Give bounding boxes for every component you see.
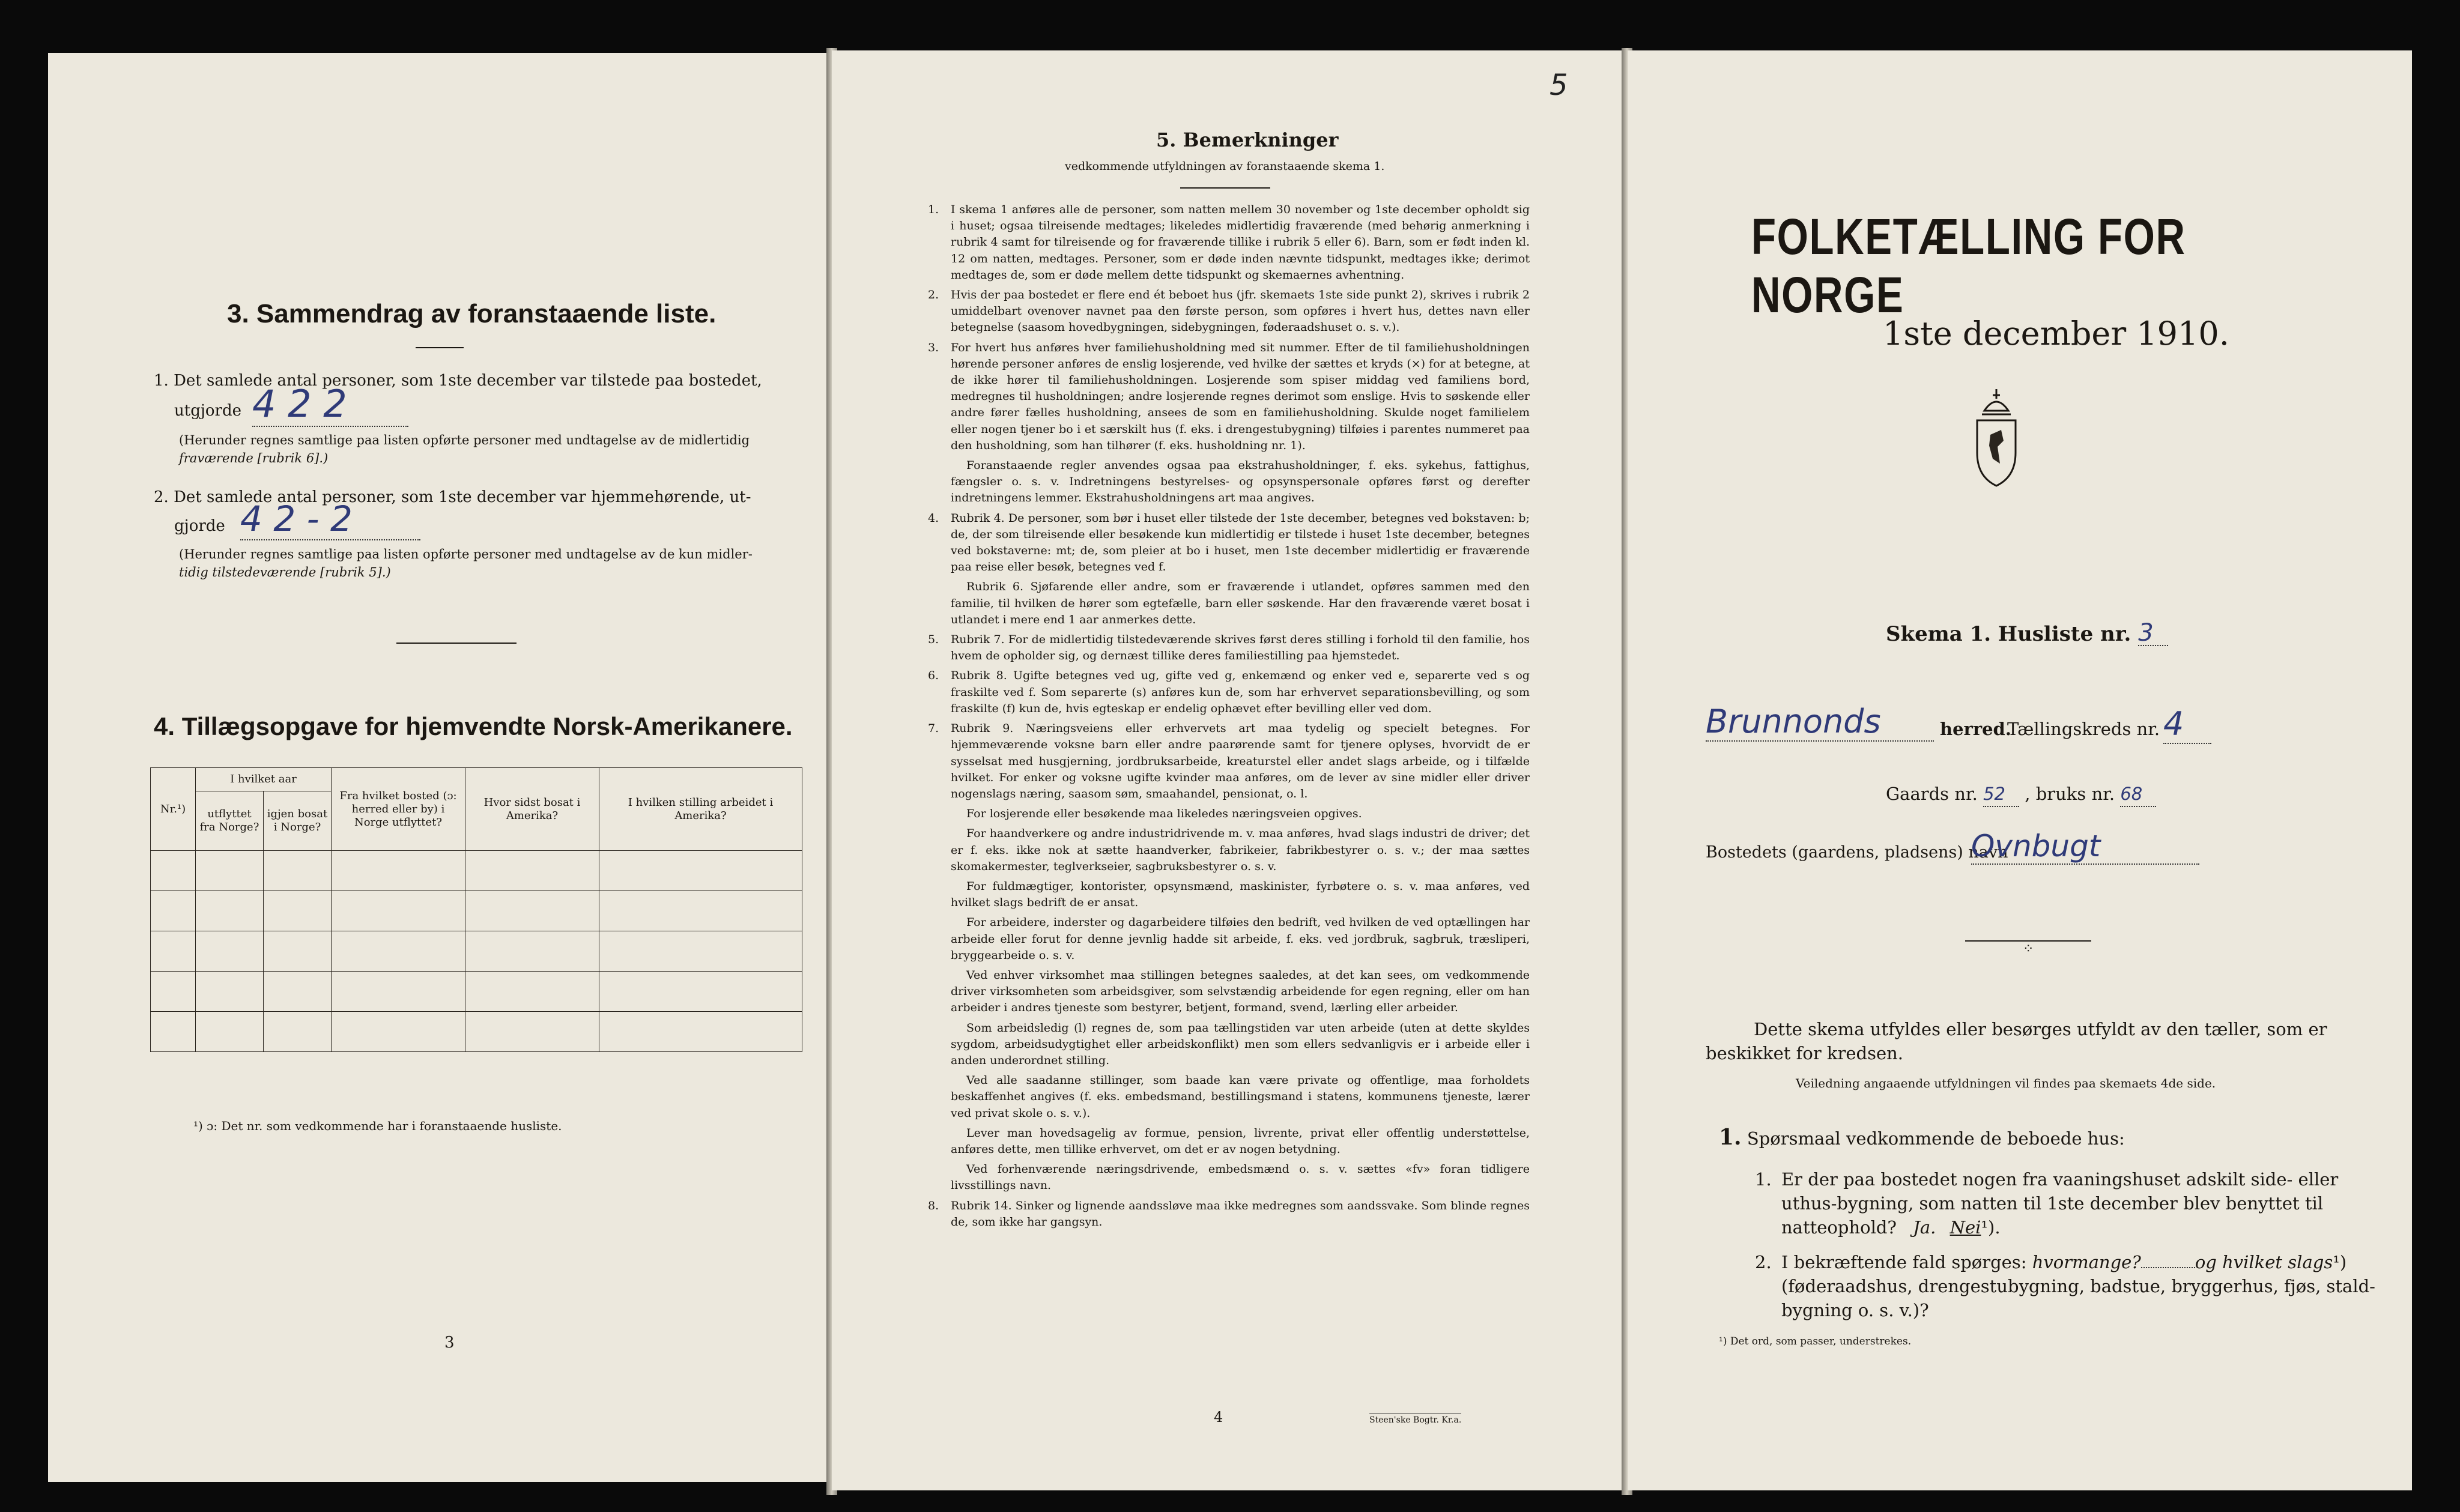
q2-line2: (føderaadshus, drengestubygning, badstue, bryggerhus, fjøs, stald- bbox=[1781, 1276, 2375, 1296]
coat-of-arms-icon bbox=[1966, 387, 2026, 489]
remark-text: Ved alle saadanne stillinger, som baade kan være private og offentlige, maa forholdets beskaffenhet angives (f. eks. embedsmand, bestillingsmand i statens, kommunens tjeneste, lærer ved privat skole o. s. v.). bbox=[951, 1074, 1530, 1120]
remark-paragraph bbox=[923, 458, 1530, 507]
q1-line3-text: natteophold? bbox=[1781, 1217, 1897, 1238]
question-heading bbox=[1719, 1125, 2125, 1151]
q2-line3: bygning o. s. v.)? bbox=[1781, 1300, 1929, 1320]
veiledning: Veiledning angaaende utfyldningen vil findes paa skemaets 4de side. bbox=[1796, 1076, 2216, 1090]
page-number: 4 bbox=[1214, 1409, 1223, 1426]
q2-hvormange: hvormange? bbox=[2032, 1252, 2141, 1272]
question-heading-num: 1. bbox=[1719, 1125, 1742, 1150]
printer-mark: Steen'ske Bogtr. Kr.a. bbox=[1369, 1414, 1461, 1425]
col-igjen: igjen bosat i Norge? bbox=[264, 791, 332, 851]
remark-text: For haandverkere og andre industridrivende m. v. maa anføres, hvad slags industri de driver; det er f. eks. ikke nok at sætte haandverker, fabrikeier, fabrikbestyrer o. s. v.; der maa sættes skomakermester, teglverkseier, sagbruksbestyrer o. s. v. bbox=[951, 827, 1530, 873]
q1-line2: uthus-bygning, som natten til 1ste december blev benyttet til bbox=[1781, 1193, 2324, 1214]
remark-text: Rubrik 6. Sjøfarende eller andre, som er fraværende i utlandet, opføres sammen med den familie, til hvilken de hører som egtefælle, barn eller søskende. Har den fraværende været bosat i utlandet i mere end 1 aar anmerkes dette. bbox=[951, 580, 1530, 626]
remark-paragraph bbox=[923, 826, 1530, 875]
bosted-value: Ovnbugt bbox=[1971, 829, 2199, 865]
item2-note2: tidig tilstedeværende [rubrik 5].) bbox=[179, 565, 391, 579]
remark-text: For fuldmægtiger, kontorister, opsynsmænd, maskinister, fyrbøtere o. s. v. maa anføres, ved hvilket slags bedrift de er ansat. bbox=[951, 879, 1530, 910]
q2-hvilket: og hvilket slags bbox=[2195, 1252, 2333, 1272]
col-stilling: I hvilken stilling arbeidet i Amerika? bbox=[599, 768, 802, 851]
remark-paragraph bbox=[923, 510, 1530, 576]
bruks-label: , bruks nr. bbox=[2025, 784, 2115, 804]
col-utflyttet: utflyttet fra Norge? bbox=[196, 791, 264, 851]
remark-text: Rubrik 8. Ugifte betegnes ved ug, gifte ved g, enkemænd og enker ved e, separerte ved s og fraskilte ved f. Som separerte (s) anføres kun de, som har erhvervet separationsbevilling, og som fraskilte (f) kun de, hvis egteskap er endelig ophævet efter bevilling eller ved dom. bbox=[951, 669, 1530, 715]
q1-line3 bbox=[1781, 1215, 2001, 1239]
page-middle bbox=[832, 50, 1623, 1490]
item1-utgjorde: utgjorde bbox=[174, 402, 242, 420]
item2-line: 2. Det samlede antal personer, som 1ste december var hjemmehørende, ut- bbox=[154, 488, 751, 506]
gaards-row bbox=[1886, 782, 2156, 807]
table-footnote: ¹) ɔ: Det nr. som vedkommende har i foranstaaende husliste. bbox=[193, 1119, 562, 1133]
corner-mark: 5 bbox=[1550, 68, 1568, 102]
remark-text: Som arbeidsledig (l) regnes de, som paa tællingstiden var uten arbeide (uten at dette skyldes sygdom, arbeidsudygtighet eller arbeidskonflikt) men som ellers sedvanligvis er i arbeide eller i anden underordnet stilling. bbox=[951, 1021, 1530, 1067]
q1-line1: Er der paa bostedet nogen fra vaaningshuset adskilt side- eller bbox=[1781, 1169, 2339, 1190]
bruks-value: 68 bbox=[2120, 782, 2156, 807]
remarks-title: 5. Bemerkninger bbox=[1156, 129, 1339, 151]
remark-number: 3. bbox=[928, 340, 939, 354]
remark-paragraph bbox=[923, 878, 1530, 911]
remark-text: Rubrik 7. For de midlertidig tilstedeværende skrives først deres stilling i forhold til den familie, hos hvem de opholder sig, og dernæst tillike deres familiestilling paa hjemstedet. bbox=[951, 633, 1530, 663]
form-title: FOLKETÆLLING FOR NORGE bbox=[1751, 208, 2186, 323]
herred-value: Brunnonds bbox=[1706, 703, 1934, 742]
remark-paragraph bbox=[923, 287, 1530, 336]
remark-text: I skema 1 anføres alle de personer, som natten mellem 30 november og 1ste december opholdt sig i huset; ogsaa tilreisende medtages; likeledes midlertidig fraværende (med behørig anmerkning i rubrik 4 samt for tilreisende og for fraværende tillike i rubrik 5 eller 6). Barn, som er født inden kl. 12 om natten, medtages. Personer, som er døde inden nævnte tidspunkt, medtages ikke; derimot medtages de, som er døde mellem dette tidspunkt og skemaernes avhentning. bbox=[951, 203, 1530, 282]
remark-paragraph bbox=[923, 1198, 1530, 1230]
ornament-icon: ⁘ bbox=[2023, 942, 2034, 957]
intro-line1: Dette skema utfyldes eller besørges utfyldt av den tæller, som er bbox=[1754, 1019, 2327, 1039]
kreds-value: 4 bbox=[2163, 705, 2211, 744]
remark-text: Lever man hovedsagelig av formue, pension, livrente, privat eller offentlig understøttelse, anføres dette, men tillike erhvervet, om det er av nogen betydning. bbox=[951, 1126, 1530, 1156]
q2-blank bbox=[2141, 1267, 2195, 1268]
herred-label: herred. bbox=[1940, 719, 2011, 739]
remark-paragraph bbox=[923, 1125, 1530, 1158]
remark-text: Ved forhenværende næringsdrivende, embedsmænd o. s. v. sættes «fv» foran tidligere livsstillings navn. bbox=[951, 1163, 1530, 1193]
item2-utgjorde: gjorde bbox=[174, 517, 225, 535]
remark-number: 8. bbox=[928, 1199, 939, 1212]
item2-value: 4 2 - 2 bbox=[240, 498, 420, 540]
remark-text: Hvis der paa bostedet er flere end ét beboet hus (jfr. skemaets 1ste side punkt 2), skrives i rubrik 2 umiddelbart ovenover navnet paa den første person, som opføres i hvert hus, dettes navn eller betegnelse (saasom hovedbygningen, sidebygningen, føderaadshuset o. s. v.). bbox=[951, 288, 1530, 334]
remark-text: Rubrik 14. Sinker og lignende aandssløve maa ikke medregnes som aandssvake. Som blinde regnes de, som ikke har gangsyn. bbox=[951, 1199, 1530, 1229]
item1-note2: fraværende [rubrik 6].) bbox=[179, 451, 329, 465]
table-row bbox=[151, 891, 802, 931]
remark-number: 4. bbox=[928, 511, 939, 525]
divider bbox=[1180, 187, 1270, 189]
remark-number: 5. bbox=[928, 633, 939, 647]
table-row bbox=[151, 931, 802, 972]
remark-text: Ved enhver virksomhet maa stillingen betegnes saaledes, at det kan sees, om vedkommende driver virksomheten som arbeidsgiver, som selvstændig arbeidende for egen regning, eller om han arbeider i andres tjeneste som bestyrer, betjent, formand, svend, lærling eller arbeider. bbox=[951, 968, 1530, 1015]
q1-answer-nei: Nei bbox=[1950, 1217, 1981, 1238]
census-date: 1ste december 1910. bbox=[1883, 315, 2229, 352]
remark-paragraph bbox=[923, 579, 1530, 628]
divider bbox=[396, 643, 517, 644]
remark-text: For hvert hus anføres hver familiehusholdning med sit nummer. Efter de til familiehusholdningen hørende personer anføres de enslig losjerende, ved hvilke der sættes et kryds (×) for at betegne, at de ikke hører til familiehusholdningen. Losjerende som spiser middag ved familiens bord, medregnes til husholdningen; andre losjerende regnes derimot som enslige. Hvis to søskende eller andre fører fælles husholdning, ansees de som en familiehusholdning. Skulde noget familielem eller nogen tjener bo i et særskilt hus (f. eks. i drengestubygning) tilføies i parentes nummeret paa den husholdning, som han tilhører (f. eks. husholdning nr. 1). bbox=[951, 340, 1530, 452]
remark-paragraph bbox=[923, 632, 1530, 664]
table-row bbox=[151, 1012, 802, 1052]
q2-num: 2. bbox=[1755, 1252, 1772, 1272]
remark-number: 7. bbox=[928, 722, 939, 736]
skema-label-text: Skema 1. Husliste nr. bbox=[1886, 622, 2131, 646]
page-left bbox=[48, 53, 829, 1482]
remark-text: Rubrik 4. De personer, som bør i huset eller tilstede der 1ste december, betegnes ved bokstaven: b; de, der som tilreisende eller besøkende kun midlertidig er tilstede i huset 1ste december, betegnes ved bokstaverne: mt; de, som pleier at bo i huset, men 1ste december midlertidig er fraværende paa reise eller besøk, betegnes ved f. bbox=[951, 511, 1530, 574]
page-right bbox=[1628, 50, 2412, 1490]
table-row bbox=[151, 851, 802, 891]
table-row bbox=[151, 972, 802, 1012]
remarks-subtitle: vedkommende utfyldningen av foranstaaende skema 1. bbox=[1065, 160, 1385, 173]
remarks-list bbox=[923, 202, 1530, 1234]
remark-paragraph bbox=[923, 1020, 1530, 1069]
remark-text: Foranstaaende regler anvendes ogsaa paa ekstrahusholdninger, f. eks. sykehus, fattighus, fængsler o. s. v. Indretningens bestyrelses- og opsynspersonale opføres først og derefter indretningens lemmer. Ekstrahusholdningens art maa angives. bbox=[951, 459, 1530, 505]
kreds-label: Tællingskreds nr. bbox=[2007, 719, 2160, 739]
remark-text: For arbeidere, inderster og dagarbeidere tilføies den bedrift, ved hvilken de ved optællingen har arbeide eller forut for denne jevnlig hadde sit arbeide, f. eks. ved jordbruk, sagbruk, træsliperi, bryggearbeide o. s. v. bbox=[951, 916, 1530, 962]
remark-text: For losjerende eller besøkende maa likeledes næringsveien opgives. bbox=[966, 807, 1362, 821]
gaards-label: Gaards nr. bbox=[1886, 784, 1978, 804]
col-nr: Nr.¹) bbox=[151, 768, 196, 851]
q2-line1-a: I bekræftende fald spørges: bbox=[1781, 1252, 2027, 1272]
remark-paragraph bbox=[923, 202, 1530, 283]
norsk-amerikanere-table bbox=[150, 767, 802, 1052]
remark-number: 2. bbox=[928, 288, 939, 302]
q1-num: 1. bbox=[1755, 1169, 1772, 1190]
skema-label bbox=[1886, 621, 2168, 646]
q2-line1 bbox=[1781, 1250, 2394, 1274]
remark-paragraph bbox=[923, 967, 1530, 1017]
q2-sup: ¹) bbox=[2333, 1252, 2347, 1272]
col-fra: Fra hvilket bosted (ɔ: herred eller by) i Norge utflyttet? bbox=[332, 768, 465, 851]
item1-value: 4 2 2 bbox=[252, 382, 408, 427]
section4-title: 4. Tillægsopgave for hjemvendte Norsk-Amerikanere. bbox=[154, 712, 793, 740]
remark-paragraph bbox=[923, 721, 1530, 802]
bosted-label: Bostedets (gaardens, pladsens) navn bbox=[1706, 843, 2008, 862]
divider bbox=[416, 347, 464, 348]
item1-note1: (Herunder regnes samtlige paa listen opførte personer med undtagelse av de midlertidig bbox=[179, 433, 750, 447]
remark-paragraph bbox=[923, 340, 1530, 454]
col-hvor: Hvor sidst bosat i Amerika? bbox=[465, 768, 599, 851]
col-group-aar: I hvilket aar bbox=[196, 768, 332, 791]
q1-sup: ¹). bbox=[1981, 1217, 2001, 1238]
remark-paragraph bbox=[923, 1072, 1530, 1122]
footnote: ¹) Det ord, som passer, understrekes. bbox=[1719, 1335, 1912, 1347]
item2-note1: (Herunder regnes samtlige paa listen opførte personer med undtagelse av de kun midler- bbox=[179, 547, 753, 561]
remark-text: Rubrik 9. Næringsveiens eller erhvervets art maa tydelig og specielt betegnes. For hjemmeværende voksne barn eller andre paarørende samt for tjenere oplyses, hvorvidt de er sysselsat med husgjerning, jordbruksarbeide, kreaturstel eller andet slags arbeide, og i tilfælde hvilket. For enker og voksne ugifte kvinder maa anføres, om de lever av sine midler eller driver nogenslags næring, saasom søm, smaahandel, pensionat, o. l. bbox=[951, 722, 1530, 800]
item1-line: 1. Det samlede antal personer, som 1ste december var tilstede paa bostedet, bbox=[154, 372, 762, 390]
section3-title: 3. Sammendrag av foranstaaende liste. bbox=[227, 299, 716, 328]
gaards-value: 52 bbox=[1983, 782, 2019, 807]
remark-paragraph bbox=[923, 1161, 1530, 1194]
remark-paragraph bbox=[923, 915, 1530, 964]
question-heading-text: Spørsmaal vedkommende de beboede hus: bbox=[1747, 1128, 2125, 1149]
q1-answer-ja: Ja. bbox=[1913, 1217, 1936, 1238]
intro-line2: beskikket for kredsen. bbox=[1706, 1043, 1904, 1063]
remark-number: 6. bbox=[928, 669, 939, 683]
remark-paragraph bbox=[923, 668, 1530, 717]
remark-paragraph bbox=[923, 806, 1530, 822]
remark-number: 1. bbox=[928, 203, 939, 216]
page-number: 3 bbox=[444, 1334, 455, 1352]
husliste-nr: 3 bbox=[2138, 621, 2168, 646]
